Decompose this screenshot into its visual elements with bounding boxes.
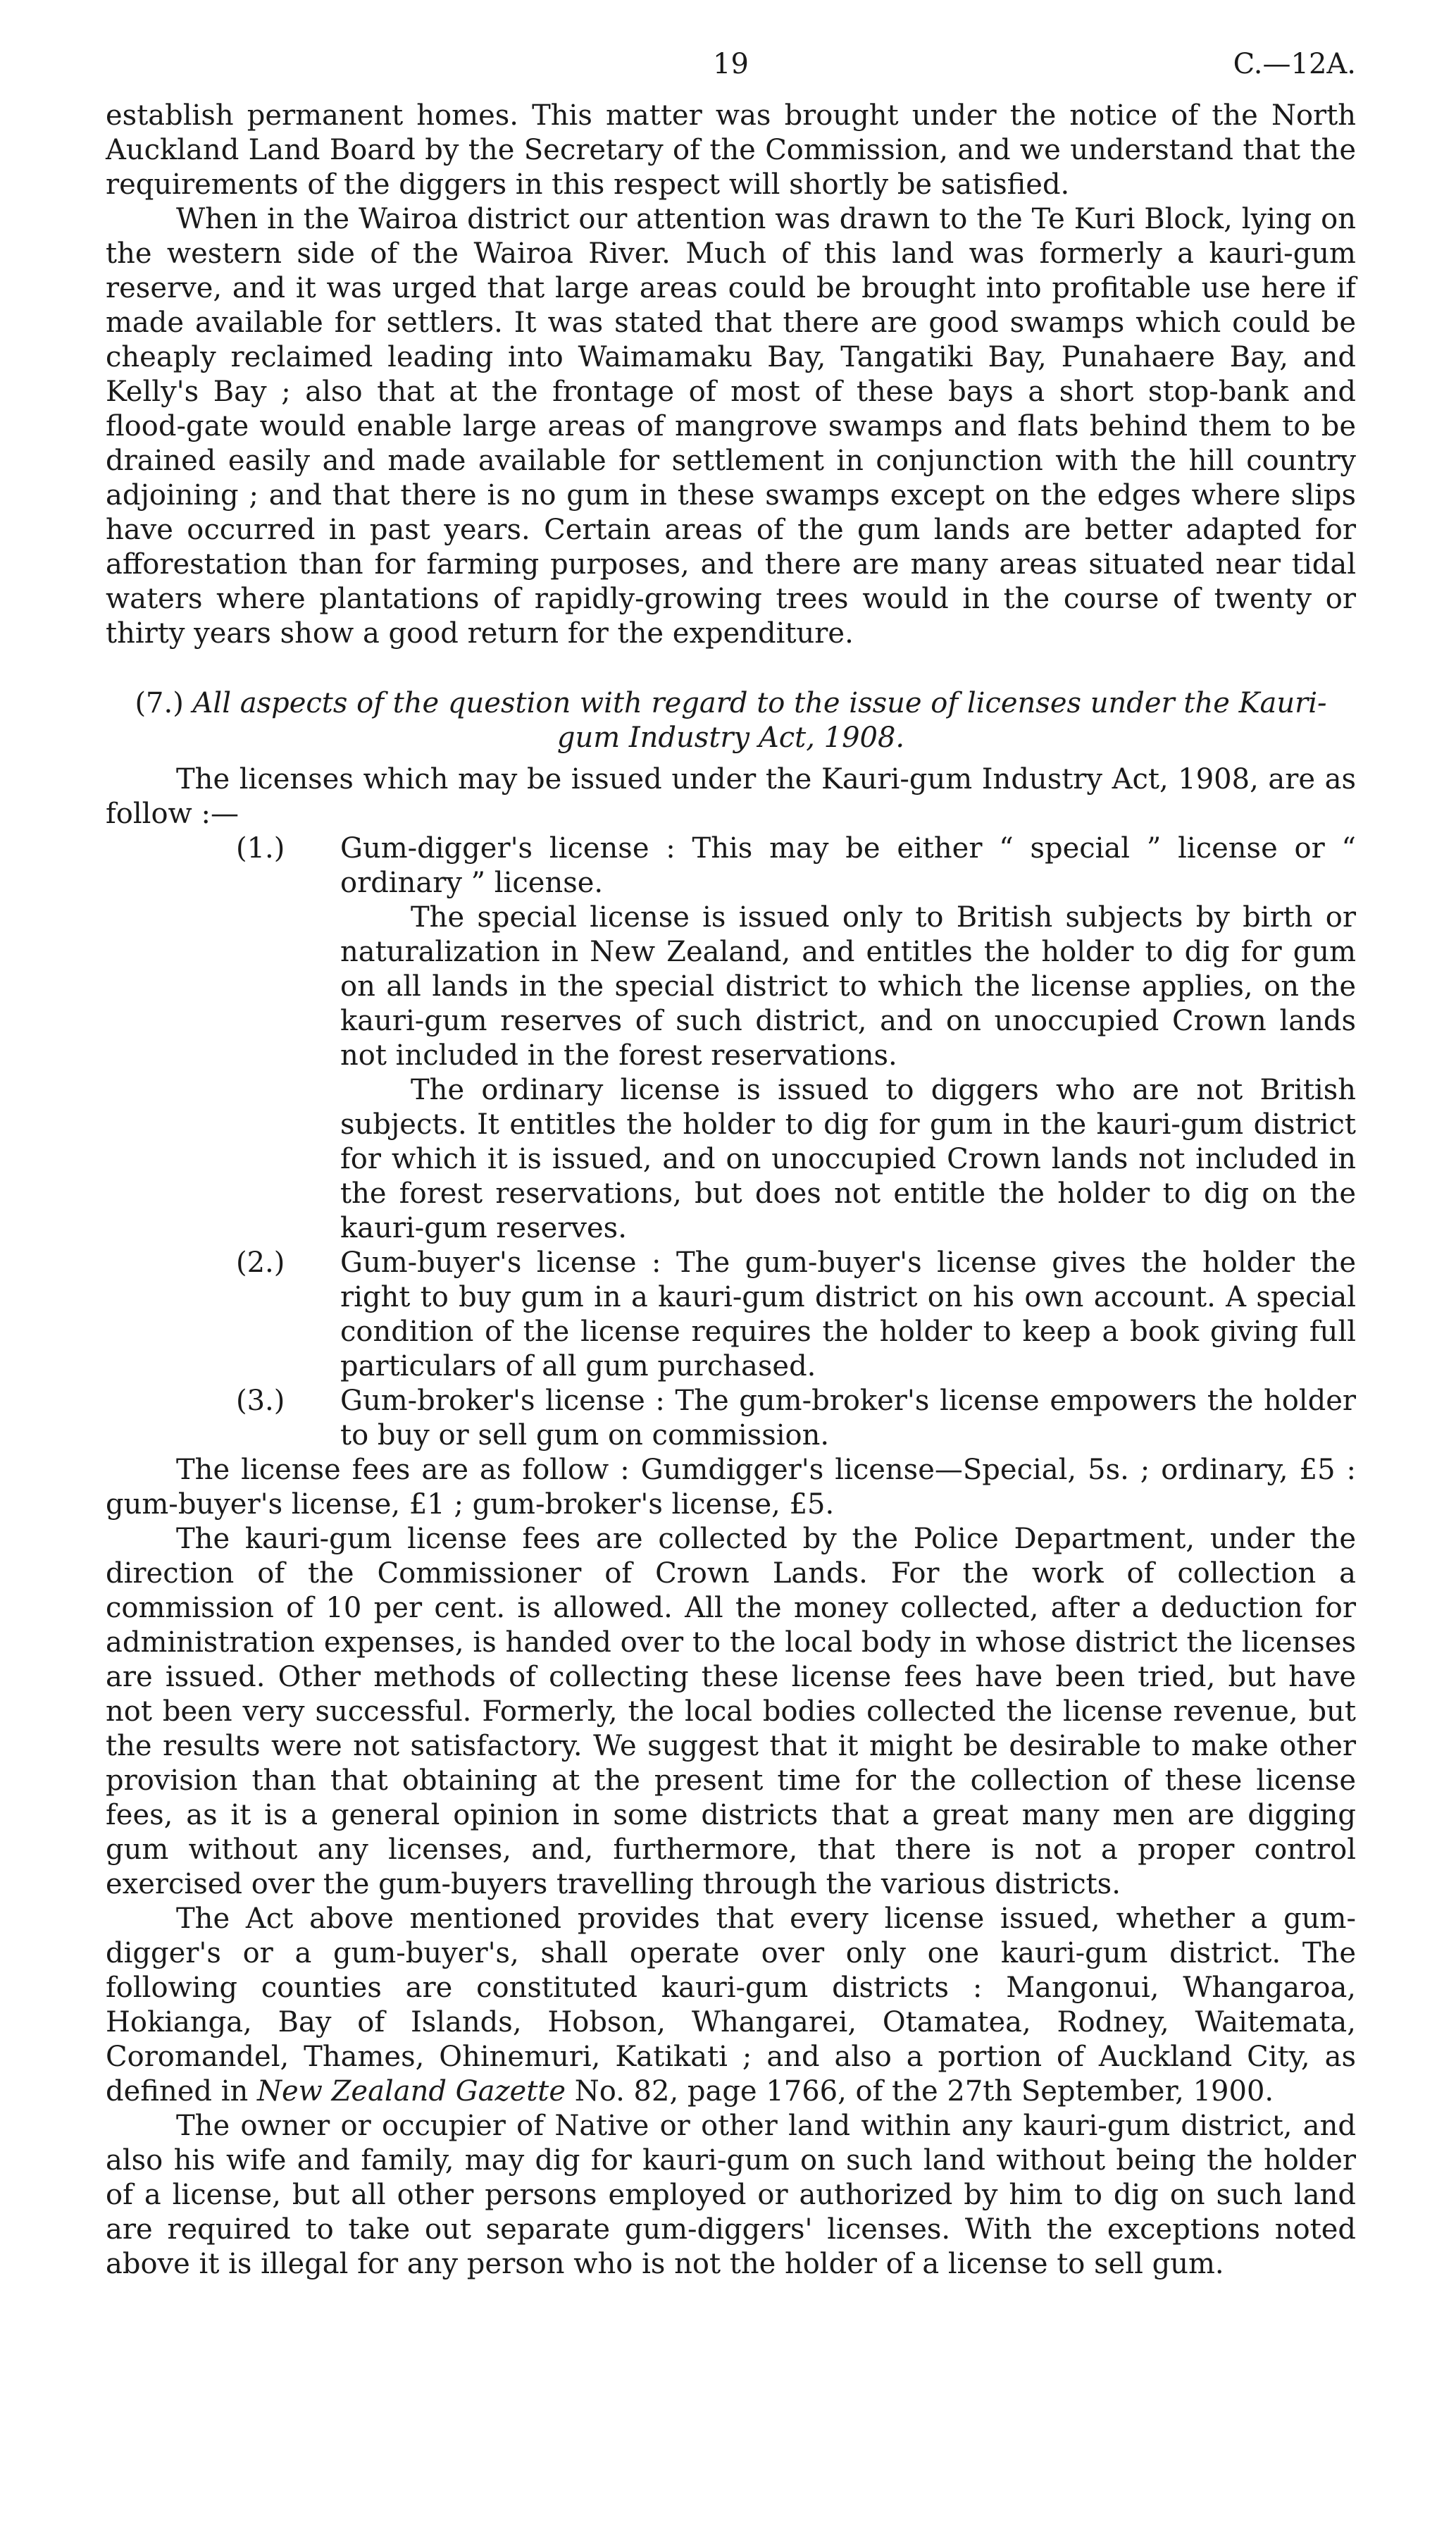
list-item-number: (1.) [236,832,285,865]
list-item [236,831,1356,1246]
paragraph-act-districts [106,1902,1356,2109]
list-item-text: Gum-broker's license : The gum-broker's license empowers the holder to buy or sell gum on commission. [340,1385,1356,1452]
paragraph-owner-occupier: The owner or occupier of Native or other land within any kauri-gum district, and also his wife and family, may dig for kauri-gum on such land without being the holder of a license, but all other persons employed or authorized by him to dig on such land are required to take out separate gum-diggers' licenses. With the exceptions noted above it is illegal for any person who is not the holder of a license to sell gum. [106,2110,1356,2280]
paragraph-license-fees: The license fees are as follow : Gumdigger's license—Special, 5s. ; ordinary, £5 : gum-buyer's license, £1 ; gum-broker's license, £5. [106,1454,1356,1521]
act-text-after: No. 82, page 1766, of the 27th September, 1900. [574,2075,1274,2108]
ordinary-license-text: The ordinary license is issued to diggers who are not British subjects. It entitles the holder to dig for gum in the kauri-gum district for which it is issued, and on unoccupied Crown lands not included in the forest reservations, but does not entitle the holder to dig on the kauri-gum reserves. [340,1074,1356,1244]
gazette-title: New Zealand Gazette [256,2075,566,2108]
section-7-heading [106,686,1356,755]
paragraph-fee-collection: The kauri-gum license fees are collected by the Police Department, under the direction of the Commissioner of Crown Lands. For the work of collection a commission of 10 per cent. is allowed. All the money collected, after a deduction for administration expenses, is handed over to the local body in whose district the licenses are issued. Other methods of collecting these license fees have been tried, but have not been very successful. Formerly, the local bodies collected the license revenue, but the results were not satisfactory. We suggest that it might be desirable to make other provision than that obtaining at the present time for the collection of these license fees, as it is a general opinion in some districts that a great many men are digging gum without any licenses, and, furthermore, that there is not a proper control exercised over the gum-buyers travelling through the various districts. [106,1523,1356,1900]
section-title: All aspects of the question with regard to the issue of licenses under the Kauri-gum Industry Act, 1908. [192,687,1327,754]
licenses-intro: The licenses which may be issued under the Kauri-gum Industry Act, 1908, are as follow :— [106,763,1356,830]
act-text-before: The Act above mentioned provides that every license issued, whether a gum-digger's or a gum-buyer's, shall operate over only one kauri-gum district. The following counties are constituted kauri-gum districts : Mangonui, Whangaroa, Hokianga, Bay of Islands, Hobson, Whangarei, Otamatea, Rodney, Waitemata, Coromandel, Thames, Ohinemuri, Katikati ; and also a portion of Auckland City, as defined in [106,1903,1356,2108]
page-header [106,42,1356,99]
section-number: (7.) [135,687,184,719]
list-item-text: Gum-buyer's license : The gum-buyer's license gives the holder the right to buy gum in a kauri-gum district on his own account. A special condition of the license requires the holder to keep a book giving full particulars of all gum purchased. [340,1246,1356,1382]
paragraph-wairoa-district: When in the Wairoa district our attention was drawn to the Te Kuri Block, lying on the western side of the Wairoa River. Much of this land was formerly a kauri-gum reserve, and it was urged that large areas could be brought into profitable use here if made available for settlers. It was stated that there are good swamps which could be cheaply reclaimed leading into Waimamaku Bay, Tangatiki Bay, Punahaere Bay, and Kelly's Bay ; also that at the frontage of most of these bays a short stop-bank and flood-gate would enable large areas of mangrove swamps and flats behind them to be drained easily and made available for settlement in conjunction with the hill country adjoining ; and that there is no gum in these swamps except on the edges where slips have occurred in past years. Certain areas of the gum lands are better adapted for afforestation than for farming purposes, and there are many areas situated near tidal waters where plantations of rapidly-growing trees would in the course of twenty or thirty years show a good return for the expenditure. [106,203,1356,650]
list-item [236,1246,1356,1384]
license-list [236,831,1356,1453]
list-item [236,1384,1356,1453]
document-reference: C.—12A. [1233,48,1356,80]
document-page [106,42,1356,2282]
list-item-number: (2.) [236,1246,285,1279]
special-license-text: The special license is issued only to British subjects by birth or naturalization in New Zealand, and entitles the holder to dig for gum on all lands in the special district to which the license applies, on the kauri-gum reserves of such district, and on unoccupied Crown lands not included in the forest reservations. [340,901,1356,1072]
list-item-text: Gum-digger's license : This may be either “ special ” license or “ ordinary ” license. [340,832,1356,899]
page-number: 19 [713,48,749,80]
list-item-number: (3.) [236,1385,285,1417]
paragraph-permanent-homes: establish permanent homes. This matter was brought under the notice of the North Auckland Land Board by the Secretary of the Commission, and we understand that the requirements of the diggers in this respect will shortly be satisfied. [106,99,1356,201]
